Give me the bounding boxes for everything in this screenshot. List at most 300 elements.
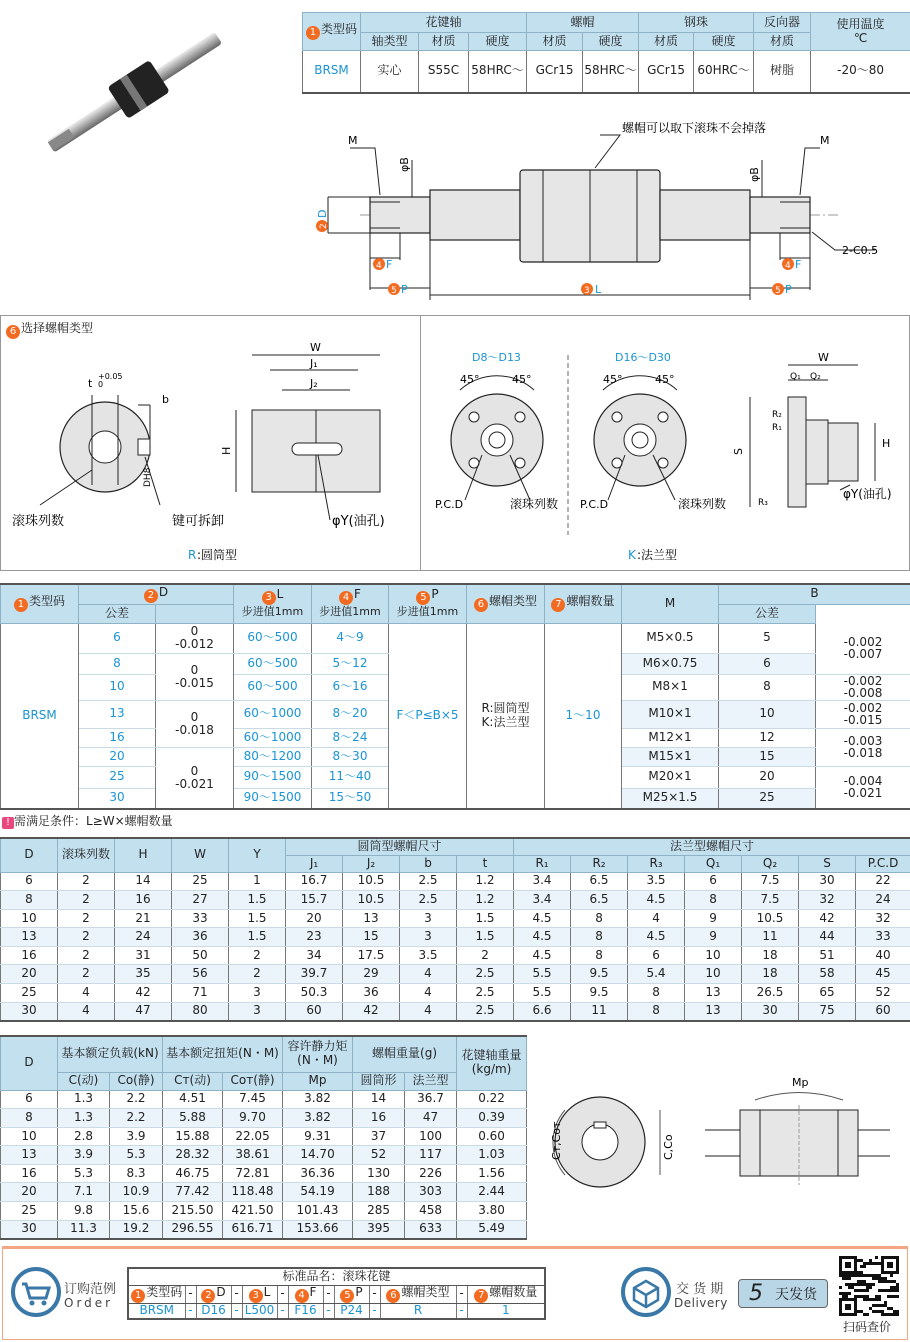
dim-cell: 60 — [856, 1002, 910, 1021]
order-column-label: 螺帽类型 — [401, 1284, 450, 1299]
separator: - — [231, 1303, 242, 1319]
temp-label: 使用温度 — [836, 16, 885, 31]
m-cell: M8×1 — [622, 674, 719, 700]
dim-cell: 3 — [229, 984, 286, 1003]
d-tolerance-cell — [156, 623, 234, 653]
load-cell: 2.44 — [457, 1183, 527, 1202]
order-column-label: P — [355, 1284, 363, 1299]
load-cell: 46.75 — [163, 1164, 223, 1183]
l-cell: 90～1500 — [234, 766, 312, 788]
dim-cell: 2.5 — [457, 984, 514, 1003]
header-moment: 容许静力矩(N・M) — [283, 1036, 353, 1072]
label-m-left: M — [348, 134, 358, 147]
dim-cell: 2 — [58, 928, 115, 947]
dim-cell: 22 — [856, 872, 910, 891]
selection-table — [0, 583, 910, 810]
header-hardness: 硬度 — [583, 33, 639, 51]
header-step: 步进值1mm — [241, 605, 304, 619]
load-cell: 130 — [353, 1164, 405, 1183]
load-cell: 5.88 — [163, 1109, 223, 1128]
dim-cell: 1.5 — [457, 928, 514, 947]
dim-cell: 60 — [286, 1002, 343, 1021]
f-cell: 8～20 — [312, 700, 389, 728]
load-cell: 9.70 — [223, 1109, 283, 1128]
dim-cell: 2 — [457, 946, 514, 965]
spec-cell: 树脂 — [754, 51, 811, 93]
label-j2: J₂ — [310, 377, 318, 390]
label-ball-rows: 滚珠列数 — [510, 497, 559, 511]
header-step: 步进值1mm — [319, 605, 381, 619]
load-cell: 54.19 — [283, 1183, 353, 1202]
number-7-icon: 7 — [474, 1289, 488, 1303]
spec-cell: 实心 — [361, 51, 419, 93]
load-cell: 188 — [353, 1183, 405, 1202]
tol-upper: -0.002 — [843, 701, 883, 715]
dim-cell: 2.5 — [457, 965, 514, 984]
dim-cell: 30 — [742, 1002, 799, 1021]
header-nut: 螺帽 — [527, 13, 639, 33]
order-column-header — [380, 1285, 456, 1303]
load-row — [1, 1090, 527, 1109]
label-ball-rows: 滚珠列数 — [678, 497, 727, 511]
dim-cell: 10.5 — [343, 891, 400, 910]
order-column-label: 类型码 — [146, 1284, 183, 1299]
spec-cell: S55C — [419, 51, 469, 93]
load-row — [1, 1164, 527, 1183]
load-cell: 3.82 — [283, 1109, 353, 1128]
l-cell: 60～1000 — [234, 700, 312, 728]
dim-row — [1, 1002, 910, 1021]
number-3-icon: 3 — [249, 1289, 263, 1303]
temp-unit: ℃ — [853, 30, 868, 45]
label-b: b — [162, 393, 169, 406]
dim-cell: 2 — [229, 965, 286, 984]
b-cell: 6 — [719, 653, 816, 674]
dim-cell: 11 — [742, 928, 799, 947]
condition-note-text: 需满足条件：L≥W×螺帽数量 — [14, 814, 173, 828]
dim-cell: 5.5 — [514, 965, 571, 984]
d-cell: 30 — [79, 788, 156, 809]
dim-cell: 2.5 — [400, 891, 457, 910]
load-cell: 30 — [1, 1220, 58, 1239]
dim-cell: 20 — [1, 965, 58, 984]
load-cell: 296.55 — [163, 1220, 223, 1239]
tol-upper: 0 — [190, 624, 199, 639]
dim-cell: 8 — [571, 928, 628, 947]
load-cell: 1.3 — [58, 1090, 110, 1109]
dim-cell: 18 — [742, 965, 799, 984]
load-cell: 8.3 — [110, 1164, 163, 1183]
standard-product-name: 标准品名：滚珠花键 — [128, 1268, 545, 1285]
dim-cell: 3 — [400, 928, 457, 947]
dim-cell: 11 — [571, 1002, 628, 1021]
separator: - — [456, 1285, 467, 1303]
load-cell: 22.05 — [223, 1127, 283, 1146]
header-ball: 钢珠 — [639, 13, 754, 33]
d-cell: 10 — [79, 674, 156, 700]
label-ct-cot: Cт,Coт — [550, 1121, 563, 1160]
f-cell: 8～24 — [312, 728, 389, 747]
load-cell: 5.49 — [457, 1220, 527, 1239]
dim-cell: 2 — [58, 946, 115, 965]
dim-cell: 7.5 — [742, 872, 799, 891]
dim-cell: 42 — [799, 909, 856, 928]
load-cell: 633 — [405, 1220, 457, 1239]
tol-upper: -0.002 — [843, 635, 883, 650]
dim-cell: 25 — [172, 872, 229, 891]
shopping-cart-icon — [10, 1266, 62, 1318]
dim-cell: 3.4 — [514, 891, 571, 910]
label-angle: 45° — [655, 373, 675, 386]
number-6-icon: 6 — [6, 325, 20, 339]
load-cell: 285 — [353, 1202, 405, 1221]
label-pcd: P.C.D — [580, 498, 609, 511]
load-cell: 421.50 — [223, 1202, 283, 1221]
number-2-icon: 2 — [144, 589, 158, 603]
d-tolerance-cell — [156, 700, 234, 747]
tol-lower: -0.007 — [843, 647, 883, 662]
dim-cell: 4.5 — [514, 928, 571, 947]
dim-cell: 32 — [856, 909, 910, 928]
dim-header: W — [172, 838, 229, 872]
label-f-left: F — [386, 258, 393, 271]
load-cell: 14.70 — [283, 1146, 353, 1165]
dim-cell: 8 — [571, 909, 628, 928]
svg-text:4: 4 — [376, 261, 382, 271]
dim-subheader: R₁ — [514, 855, 571, 872]
order-column-label: L — [263, 1284, 271, 1299]
flange-type-code: K — [628, 548, 636, 562]
load-cell: 458 — [405, 1202, 457, 1221]
order-column-header — [467, 1285, 545, 1303]
dim-cell: 45 — [856, 965, 910, 984]
order-value: L500 — [242, 1303, 277, 1319]
tol-upper: -0.004 — [843, 774, 883, 789]
label-key-removable: 键可拆卸 — [172, 514, 225, 529]
label-w: W — [818, 351, 829, 364]
header-nut-type: 螺帽类型 — [488, 594, 537, 609]
order-column-label: 螺帽数量 — [489, 1284, 538, 1299]
svg-text:4: 4 — [785, 261, 791, 271]
nut-type-k: K:法兰型 — [481, 714, 530, 729]
label-angle: 45° — [512, 373, 532, 386]
load-cell: 117 — [405, 1146, 457, 1165]
separator: - — [323, 1303, 334, 1319]
order-column-header — [128, 1285, 185, 1303]
label-r2: R₂ — [772, 410, 782, 420]
load-cell: 3.9 — [110, 1127, 163, 1146]
label-q2: Q₂ — [810, 372, 821, 382]
header-round-nut-dims: 圆筒型螺帽尺寸 — [286, 838, 514, 855]
load-cell: 16 — [353, 1109, 405, 1128]
delivery-label: 交 货 期 — [676, 1282, 724, 1297]
round-type-label: :圆筒型 — [197, 548, 238, 562]
f-cell: 6～16 — [312, 674, 389, 700]
number-4-icon: 4 — [339, 591, 353, 605]
delivery-days-badge — [738, 1279, 828, 1308]
dim-cell: 4 — [400, 965, 457, 984]
dim-row — [1, 891, 910, 910]
dim-cell: 4 — [400, 984, 457, 1003]
svg-text:3: 3 — [584, 286, 590, 296]
dim-cell: 8 — [685, 891, 742, 910]
dim-cell: 1.5 — [229, 928, 286, 947]
label-dh8: DH8 — [143, 467, 153, 487]
label-m-right: M — [820, 134, 830, 147]
dim-cell: 51 — [799, 946, 856, 965]
dim-cell: 20 — [286, 909, 343, 928]
order-column-label: D — [216, 1284, 226, 1299]
load-cell: 303 — [405, 1183, 457, 1202]
dim-cell: 21 — [115, 909, 172, 928]
nut-type-r: R:圆筒型 — [481, 700, 530, 715]
load-cell: 20 — [1, 1183, 58, 1202]
separator: - — [185, 1285, 196, 1303]
dim-cell: 2.5 — [457, 1002, 514, 1021]
dim-cell: 3.5 — [628, 872, 685, 891]
order-column-header — [288, 1285, 323, 1303]
label-pcd: P.C.D — [435, 498, 464, 511]
load-cell: 3.9 — [58, 1146, 110, 1165]
number-5-icon: 5 — [416, 591, 430, 605]
header-load: 基本额定负载(kN) — [58, 1036, 163, 1072]
dim-subheader: J₁ — [286, 855, 343, 872]
dim-cell: 75 — [799, 1002, 856, 1021]
dim-cell: 80 — [172, 1002, 229, 1021]
dim-cell: 18 — [742, 946, 799, 965]
tol-lower: -0.018 — [843, 746, 883, 760]
load-cell: 395 — [353, 1220, 405, 1239]
label-c-co: C,Co — [662, 1134, 675, 1160]
dim-cell: 8 — [571, 946, 628, 965]
dim-cell: 26.5 — [742, 984, 799, 1003]
tol-lower: -0.008 — [843, 686, 883, 700]
number-4-icon: 4 — [295, 1289, 309, 1303]
load-cell: 28.32 — [163, 1146, 223, 1165]
dim-cell: 2 — [58, 872, 115, 891]
qr-code-icon[interactable] — [838, 1255, 900, 1317]
load-row — [1, 1220, 527, 1239]
nut-type-title-text: 选择螺帽类型 — [21, 321, 94, 335]
load-cell: 215.50 — [163, 1202, 223, 1221]
load-cell: 0.22 — [457, 1090, 527, 1109]
label-t: t — [88, 377, 93, 390]
header-step: 步进值1mm — [396, 605, 459, 619]
dim-cell: 13 — [343, 909, 400, 928]
dim-cell: 10 — [1, 909, 58, 928]
order-value: BRSM — [128, 1303, 185, 1319]
dim-cell: 36 — [172, 928, 229, 947]
dim-subheader: Q₂ — [742, 855, 799, 872]
dim-cell: 33 — [172, 909, 229, 928]
qr-label: 扫码查价 — [843, 1320, 892, 1334]
dim-cell: 6 — [685, 872, 742, 891]
label-p-left: P — [401, 283, 408, 296]
separator: - — [277, 1285, 288, 1303]
tol-lower: -0.018 — [175, 722, 214, 737]
header-nut-qty: 螺帽数量 — [566, 594, 615, 609]
f-cell: 11～40 — [312, 766, 389, 788]
dim-cell: 58 — [799, 965, 856, 984]
l-cell: 90～1500 — [234, 788, 312, 809]
header-temp — [811, 13, 910, 51]
dim-cell: 10 — [685, 965, 742, 984]
dim-cell: 50.3 — [286, 984, 343, 1003]
load-cell: 616.71 — [223, 1220, 283, 1239]
separator: - — [277, 1303, 288, 1319]
load-cell: 9.31 — [283, 1127, 353, 1146]
order-value: 1 — [467, 1303, 545, 1319]
load-cell: 25 — [1, 1202, 58, 1221]
dim-cell: 4.5 — [628, 891, 685, 910]
load-cell: 9.8 — [58, 1202, 110, 1221]
d-cell: 20 — [79, 747, 156, 766]
dim-cell: 1.2 — [457, 872, 514, 891]
spec-cell: 58HRC～ — [469, 51, 527, 93]
dim-cell: 2 — [58, 965, 115, 984]
load-cell: 2.8 — [58, 1127, 110, 1146]
dim-cell: 32 — [799, 891, 856, 910]
f-cell: 15～50 — [312, 788, 389, 809]
load-cell: 52 — [353, 1146, 405, 1165]
load-cell: 2.2 — [110, 1109, 163, 1128]
d-cell: 25 — [79, 766, 156, 788]
flange-nut-drawing — [420, 335, 910, 570]
d-cell: 6 — [79, 623, 156, 653]
load-cell: 11.3 — [58, 1220, 110, 1239]
dim-cell: 13 — [1, 928, 58, 947]
dim-cell: 6.5 — [571, 872, 628, 891]
load-direction-diagram — [530, 1070, 910, 1220]
m-cell: M10×1 — [622, 700, 719, 728]
dim-header: D — [1, 838, 58, 872]
label-chamfer: 2-C0.5 — [842, 244, 879, 257]
label-d: D — [316, 209, 329, 218]
header-shaft-type: 轴类型 — [361, 33, 419, 51]
flange-type-label: :法兰型 — [637, 548, 678, 562]
load-row — [1, 1127, 527, 1146]
dim-cell: 13 — [685, 984, 742, 1003]
load-cell: 10.9 — [110, 1183, 163, 1202]
label-ball-rows: 滚珠列数 — [12, 514, 65, 529]
separator: - — [456, 1303, 467, 1319]
dim-cell: 27 — [172, 891, 229, 910]
load-subheader: Cт(动) — [163, 1072, 223, 1090]
d-cell: 13 — [79, 700, 156, 728]
load-cell: 118.48 — [223, 1183, 283, 1202]
load-cell: 38.61 — [223, 1146, 283, 1165]
b-tolerance-cell — [816, 728, 910, 766]
dim-subheader: S — [799, 855, 856, 872]
dim-cell: 50 — [172, 946, 229, 965]
dim-cell: 4.5 — [514, 946, 571, 965]
m-cell: M12×1 — [622, 728, 719, 747]
l-cell: 60～500 — [234, 653, 312, 674]
dim-subheader: Q₁ — [685, 855, 742, 872]
selection-row — [1, 623, 910, 653]
dim-cell: 6 — [628, 946, 685, 965]
dim-row — [1, 909, 910, 928]
order-example-label: 订购范例 — [64, 1282, 117, 1297]
dim-cell: 4.5 — [514, 909, 571, 928]
dim-row — [1, 965, 910, 984]
dim-cell: 71 — [172, 984, 229, 1003]
f-cell: 8～30 — [312, 747, 389, 766]
tol-lower: -0.012 — [175, 637, 214, 651]
dim-row — [1, 946, 910, 965]
number-2-icon: 2 — [201, 1289, 215, 1303]
b-cell: 25 — [719, 788, 816, 809]
dim-subheader: R₃ — [628, 855, 685, 872]
dim-cell: 36 — [343, 984, 400, 1003]
delivery-en: Delivery — [674, 1296, 728, 1310]
load-row — [1, 1202, 527, 1221]
dim-row — [1, 928, 910, 947]
dim-cell: 8 — [628, 1002, 685, 1021]
dim-cell: 47 — [115, 1002, 172, 1021]
label-range-d8-d13: D8～D13 — [472, 351, 521, 364]
svg-text:5: 5 — [775, 286, 781, 296]
dim-cell: 2 — [58, 909, 115, 928]
nut-qty-cell: 1～10 — [545, 623, 622, 809]
dim-cell: 30 — [799, 872, 856, 891]
load-cell: 36.7 — [405, 1090, 457, 1109]
dim-cell: 44 — [799, 928, 856, 947]
header-material: 材质 — [527, 33, 583, 51]
round-type-code: R — [188, 548, 197, 562]
dim-header: 滚珠列数 — [58, 838, 115, 872]
header-p: P — [431, 587, 439, 602]
label-oil-hole: φY(油孔) — [332, 514, 385, 529]
header-retainer: 反向器 — [754, 13, 811, 33]
label-t-tol-plus: +0.05 — [98, 372, 123, 381]
load-cell: 13 — [1, 1146, 58, 1165]
b-tolerance-cell — [816, 700, 910, 728]
b-tolerance-cell — [816, 674, 910, 700]
header-m: M — [622, 584, 719, 623]
dim-cell: 52 — [856, 984, 910, 1003]
separator: - — [231, 1285, 242, 1303]
load-cell: 72.81 — [223, 1164, 283, 1183]
dim-cell: 33 — [856, 928, 910, 947]
spec-cell: 60HRC～ — [694, 51, 754, 93]
dim-cell: 42 — [115, 984, 172, 1003]
label-range-d16-d30: D16～D30 — [615, 351, 671, 364]
warning-icon: ! — [2, 817, 14, 829]
b-cell: 12 — [719, 728, 816, 747]
dim-cell: 10.5 — [742, 909, 799, 928]
number-1-icon: 1 — [306, 26, 320, 40]
b-tolerance-cell — [816, 766, 910, 809]
dim-cell: 10 — [685, 946, 742, 965]
load-subheader: C(动) — [58, 1072, 110, 1090]
dim-cell: 3.5 — [400, 946, 457, 965]
load-row — [1, 1183, 527, 1202]
nut-dimension-table — [0, 837, 910, 1022]
dim-cell: 3 — [400, 909, 457, 928]
label-oil-hole: φY(油孔) — [843, 487, 892, 501]
dim-subheader: b — [400, 855, 457, 872]
dim-subheader: t — [457, 855, 514, 872]
label-phi-b-right: φB — [748, 167, 761, 182]
tol-upper: -0.002 — [843, 674, 883, 688]
header-spline-shaft: 花键轴 — [361, 13, 527, 33]
label-s: S — [732, 448, 745, 455]
load-subheader: Mp — [283, 1072, 353, 1090]
label-p-right: P — [785, 283, 792, 296]
dim-cell: 1.5 — [229, 891, 286, 910]
tol-lower: -0.021 — [175, 776, 214, 791]
